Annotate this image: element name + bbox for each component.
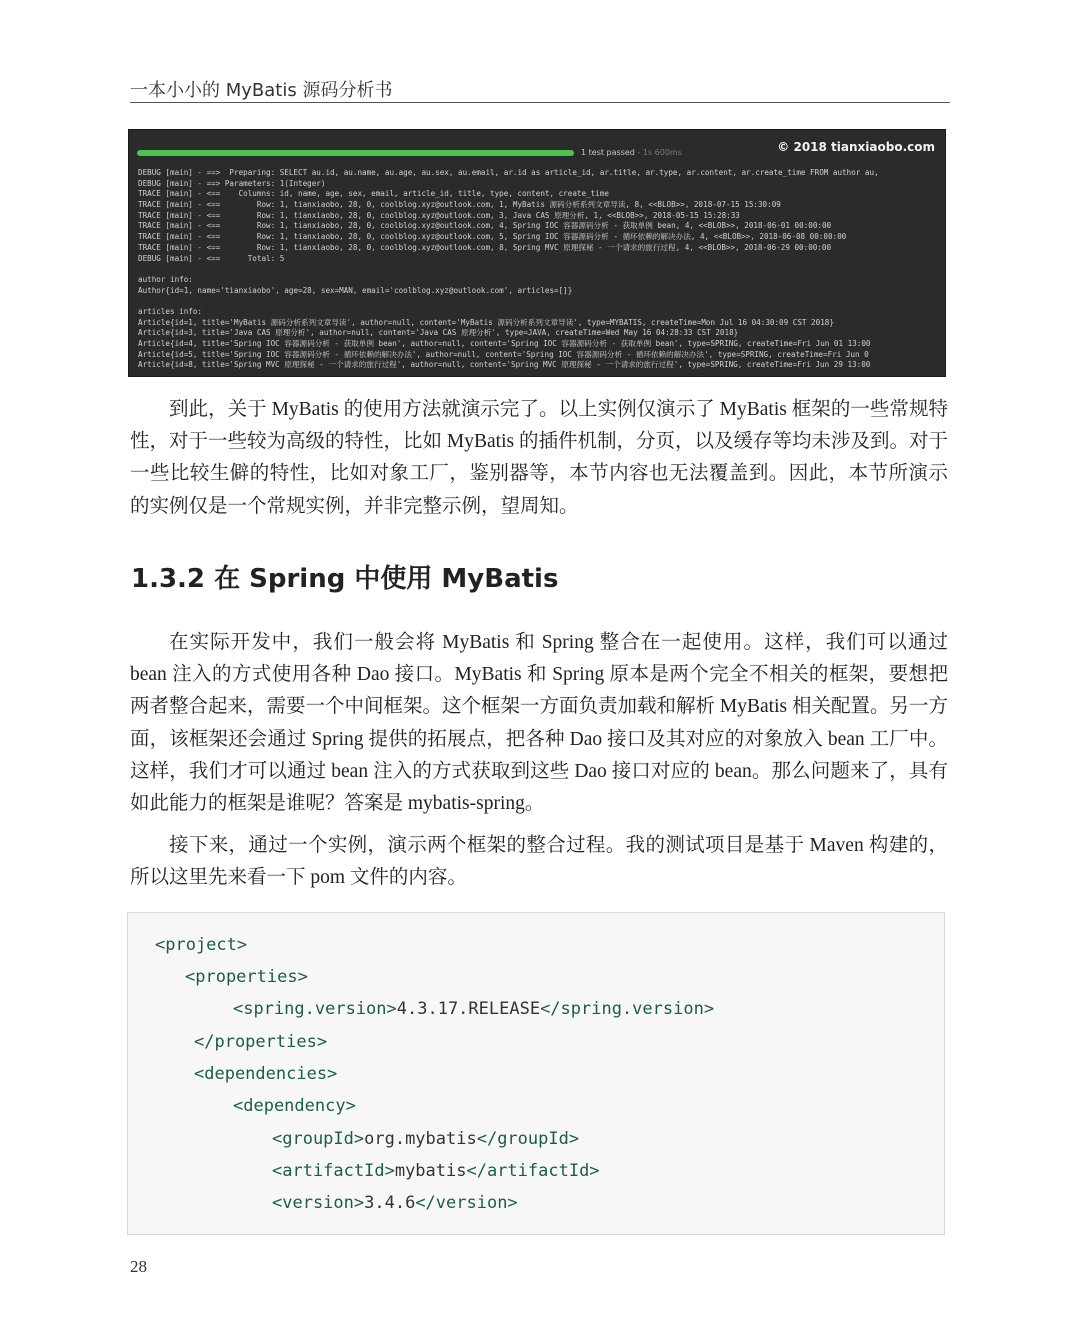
console-line: TRACE [main] - <== Row: 1, tianxiaobo, 28, 0, coolblog.xyz@outlook.com, 8, Spring MVC 原理探秘 - 一个请求的旅行过程, 4, <<BLOB>>, 2018-06-29 00:00:00 (138, 242, 832, 252)
code-line (233, 997, 714, 1021)
code-line (272, 1191, 518, 1215)
test-progress-bar (137, 150, 574, 156)
console-line: Article{id=1, title='MyBatis 源码分析系列文章导读', author=null, content='MyBatis 源码分析系列文章导读', type=MYBATIS, createTime=Mon Jul 16 04:30:09 CST 2018} (138, 317, 834, 327)
code-line (194, 1030, 327, 1054)
xml-value: org.mybatis (364, 1129, 477, 1149)
console-line: DEBUG [main] - <== Total: 5 (138, 253, 285, 263)
xml-tag: </artifactId> (466, 1161, 600, 1181)
paragraph-integration-intro: 在实际开发中，我们一般会将 MyBatis 和 Spring 整合在一起使用。这样，我们可以通过 bean 注入的方式使用各种 Dao 接口。MyBatis 和 Spring 原本是两个完全不相关的框架，要想把两者整合起来，需要一个中间框架。这个框架一方面负责加载和解析 MyBatis 相关配置。另一方面，该框架还会通过 Spring 提供的拓展点，把各种 Dao 接口及其对应的对象放入 bean 工厂中。这样，我们才可以通过 bean 注入的方式获取到这些 Dao 接口对应的 bean。那么问题来了，具有如此能力的框架是谁呢？答案是 mybatis-spring。 (130, 632, 948, 815)
section-heading: 1.3.2 在 Spring 中使用 MyBatis (131, 564, 559, 594)
code-line (185, 965, 308, 989)
console-line: Article{id=8, title='Spring MVC 原理探秘 - 一个请求的旅行过程', author=null, content='Spring MVC 原理探秘 - 一个请求的旅行过程', type=SPRING, createTime=Fri Jun 29 13:00 (138, 360, 871, 370)
xml-tag: <properties> (185, 967, 308, 987)
copyright-watermark: © 2018 tianxiaobo.com (777, 140, 935, 154)
xml-tag: </properties> (194, 1032, 328, 1052)
code-line (233, 1094, 356, 1118)
code-line (155, 933, 247, 957)
xml-value: mybatis (394, 1161, 467, 1181)
code-line (272, 1159, 600, 1183)
xml-tag: </version> (415, 1193, 518, 1213)
book-header: 一本小小的 MyBatis 源码分析书 (130, 76, 950, 103)
console-line: Article{id=3, title='Java CAS 原理分析', author=null, content='Java CAS 原理分析', type=JAVA, createTime=Wed May 16 04:28:33 CST 2018} (138, 328, 739, 338)
console-line: Author{id=1, name='tianxiaobo', age=28, sex=MAN, email='coolblog.xyz@outlook.com', articles=[]} (138, 285, 573, 295)
pom-code-block (127, 912, 945, 1235)
console-line: Article{id=5, title='Spring IOC 容器源码分析 - 循环依赖的解决办法', author=null, content='Spring IOC 容器源码分析 - 循环依赖的解决办法', type=SPRING, createTime=Fri Jun 0 (138, 349, 869, 359)
console-line: articles info: (138, 306, 203, 316)
code-line (194, 1062, 337, 1086)
page-number: 28 (130, 1257, 147, 1276)
console-line (138, 296, 946, 307)
xml-tag: <artifactId> (272, 1161, 395, 1181)
console-line: TRACE [main] - <== Columns: id, name, age, sex, email, article_id, title, type, content, create_time (138, 189, 609, 199)
console-line: DEBUG [main] - ==> Parameters: 1(Integer) (138, 178, 326, 188)
console-line: TRACE [main] - <== Row: 1, tianxiaobo, 28, 0, coolblog.xyz@outlook.com, 4, Spring IOC 容器源码分析 - 获取单例 bean, 4, <<BLOB>>, 2018-06-01 00:00:00 (138, 221, 832, 231)
console-line: TRACE [main] - <== Row: 1, tianxiaobo, 28, 0, coolblog.xyz@outlook.com, 3, Java CAS 原理分析, 1, <<BLOB>>, 2018-05-15 15:28:33 (138, 210, 740, 220)
console-line: Article{id=4, title='Spring IOC 容器源码分析 - 获取单例 bean', author=null, content='Spring IOC 容器源码分析 - 获取单例 bean', type=SPRING, createTime=Fri Jun 01 13:00 (138, 339, 871, 348)
xml-value: 4.3.17.RELEASE (396, 999, 541, 1019)
test-status (581, 148, 682, 157)
test-status-label: 1 test passed (581, 148, 635, 157)
xml-value: 3.4.6 (364, 1193, 416, 1213)
test-runner-bar (129, 130, 946, 160)
console-line: author info: (138, 274, 193, 284)
xml-tag: </spring.version> (540, 999, 715, 1019)
console-line: TRACE [main] - <== Row: 1, tianxiaobo, 28, 0, coolblog.xyz@outlook.com, 5, Spring IOC 容器源码分析 - 循环依赖的解决办法, 4, <<BLOB>>, 2018-06-08 00:00:00 (138, 232, 847, 242)
console-log (138, 168, 946, 371)
xml-tag: <project> (155, 935, 248, 955)
console-line (138, 264, 946, 275)
paragraph-example-intro: 接下来，通过一个实例，演示两个框架的整合过程。我的测试项目是基于 Maven 构建的，所以这里先来看一下 pom 文件的内容。 (130, 835, 948, 889)
test-output-screenshot (128, 129, 946, 377)
test-duration: - 1s 600ms (634, 148, 682, 157)
test-progress-fill (137, 150, 574, 156)
paragraph-summary: 到此，关于 MyBatis 的使用方法就演示完了。以上实例仅演示了 MyBatis 框架的一些常规特性，对于一些较为高级的特性，比如 MyBatis 的插件机制，分页，以及缓存等均未涉及到。对于一些比较生僻的特性，比如对象工厂，鉴别器等，本节内容也无法覆盖到。因此，本节所演示的实例仅是一个常规实例，并非完整示例，望周知。 (130, 399, 948, 517)
code-line (272, 1127, 579, 1151)
xml-tag: <version> (272, 1193, 365, 1213)
xml-tag: <dependencies> (194, 1064, 338, 1084)
xml-tag: <groupId> (272, 1129, 365, 1149)
xml-tag: </groupId> (476, 1129, 580, 1149)
xml-tag: <dependency> (233, 1096, 356, 1116)
xml-tag: <spring.version> (233, 999, 397, 1019)
console-line: DEBUG [main] - ==> Preparing: SELECT au.id, au.name, au.age, au.sex, au.email, ar.id as article_id, ar.title, ar.type, ar.content, ar.create_time FROM author au, (138, 168, 879, 177)
console-line: TRACE [main] - <== Row: 1, tianxiaobo, 28, 0, coolblog.xyz@outlook.com, 1, MyBatis 源码分析系列文章导读, 8, <<BLOB>>, 2018-07-15 15:30:09 (138, 200, 781, 210)
